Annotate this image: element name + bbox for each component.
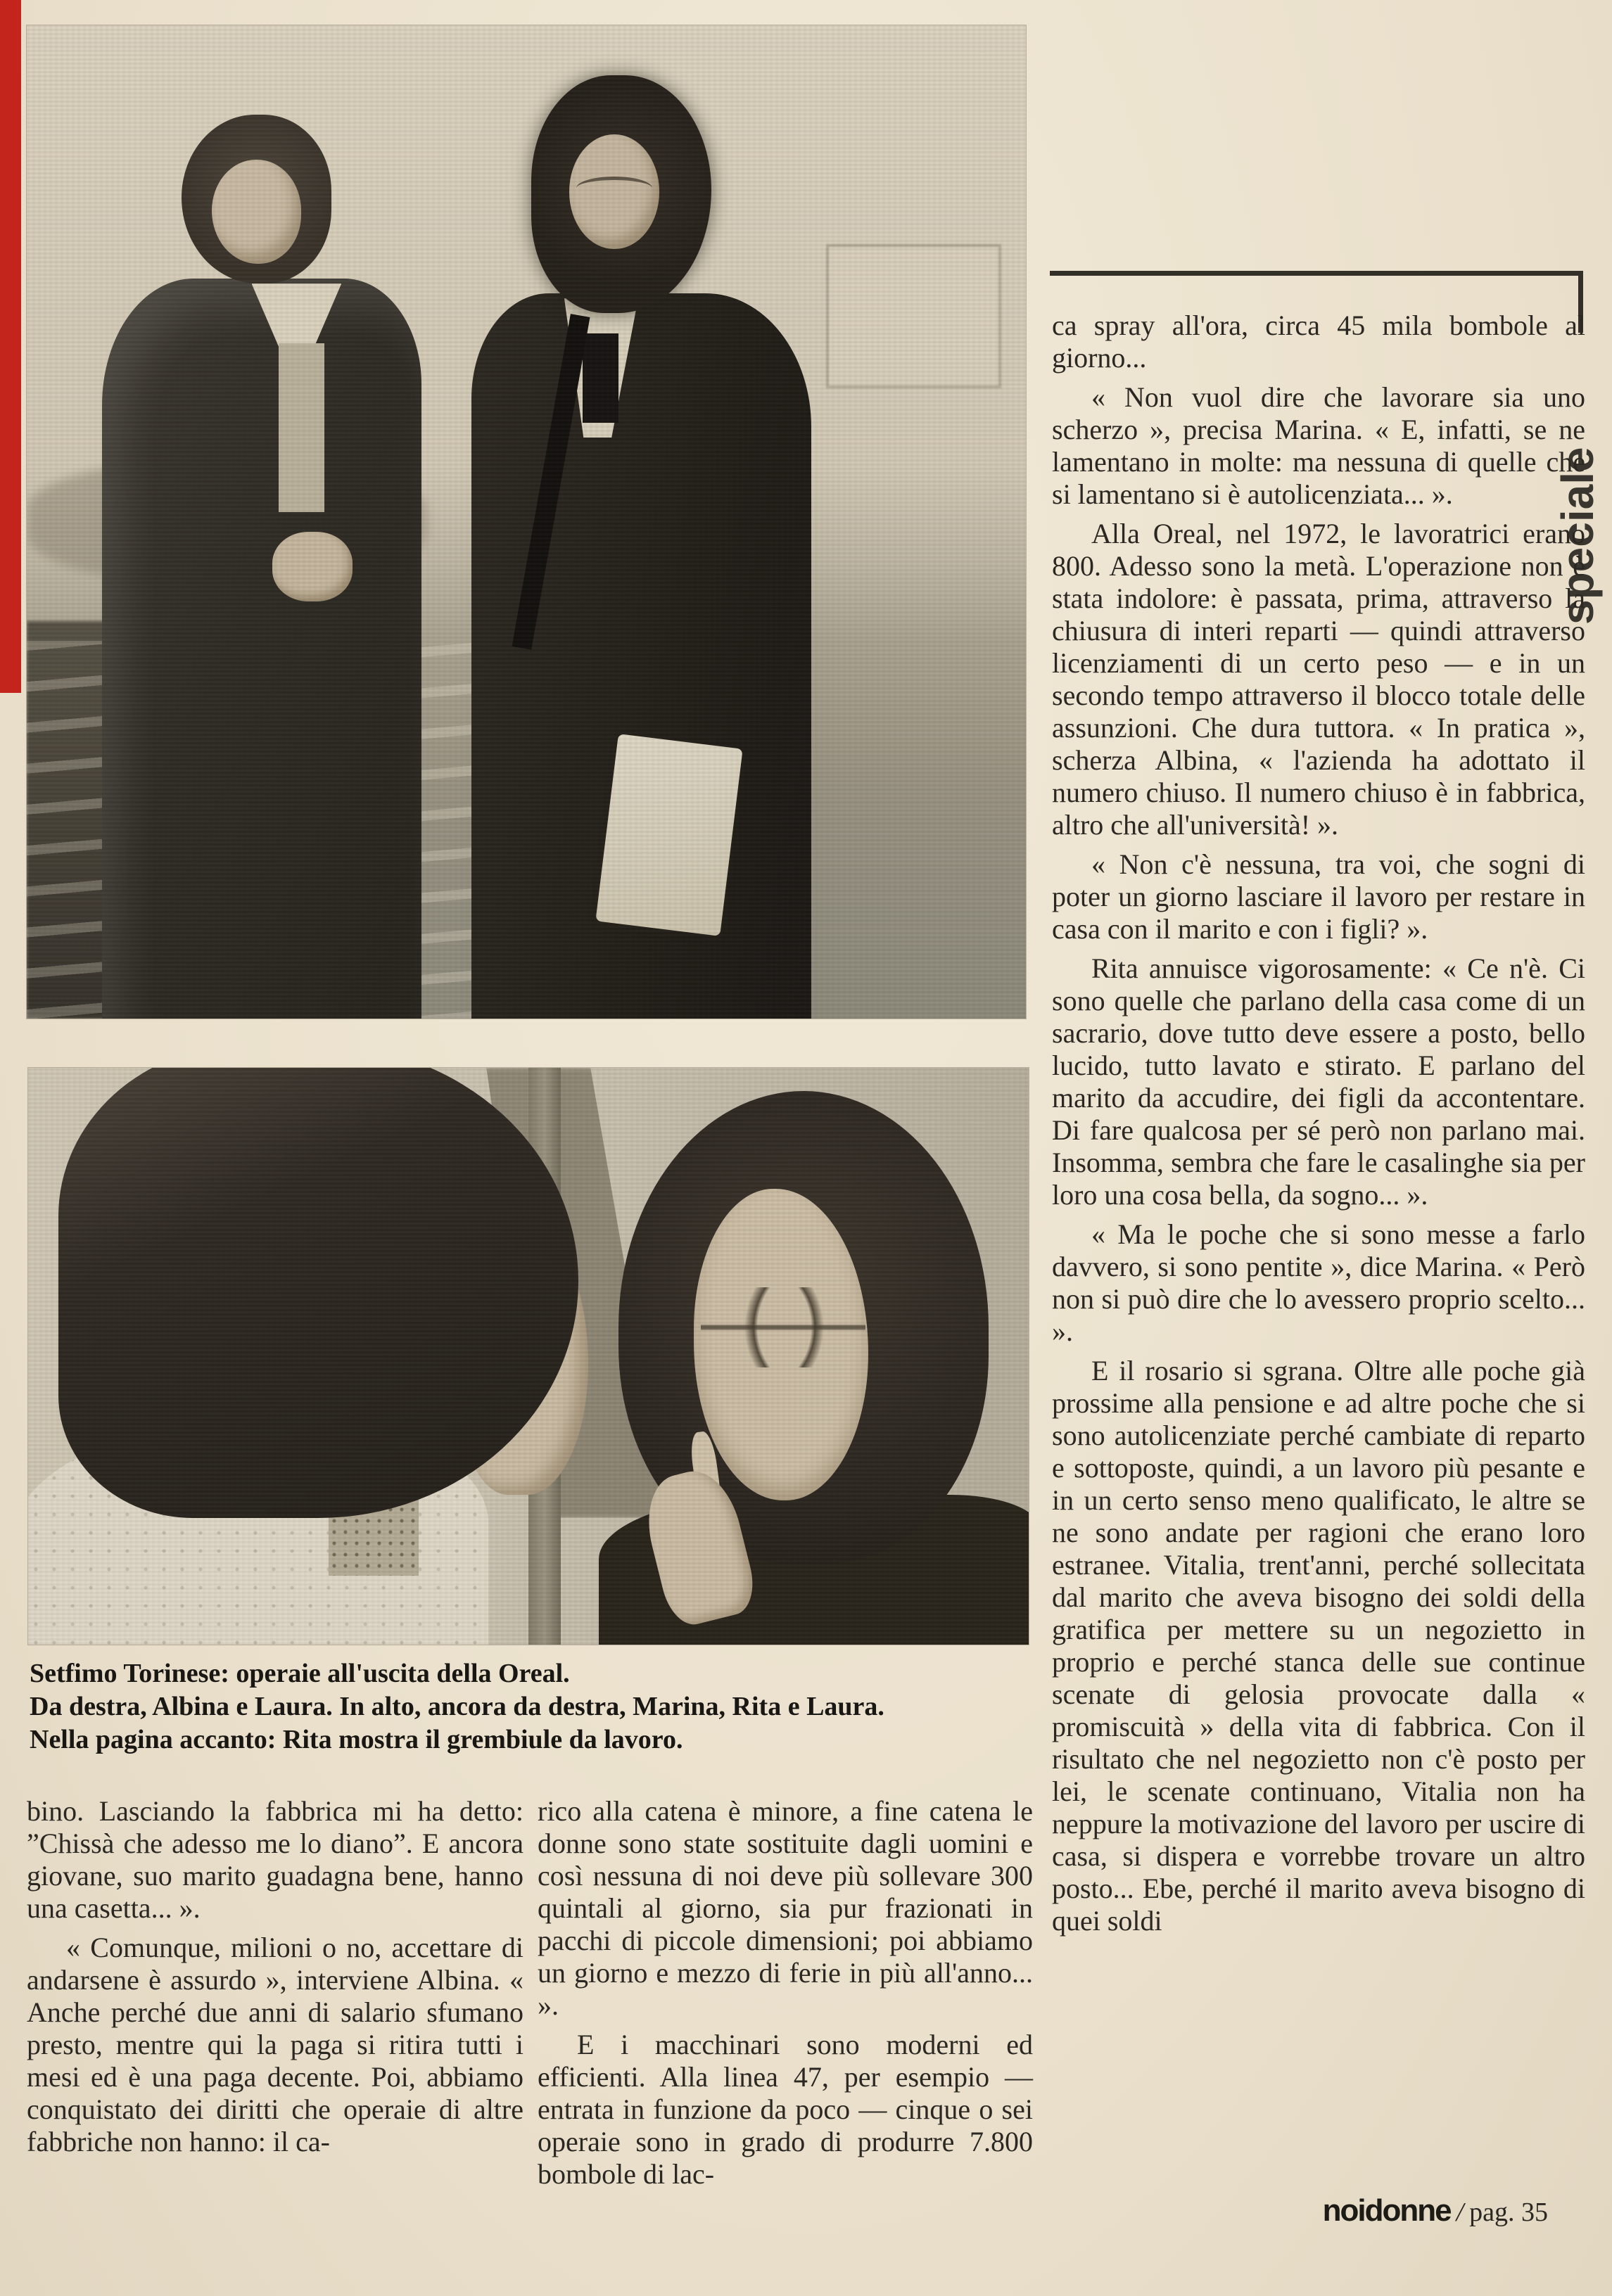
caption-line: Setfimo Torinese: operaie all'uscita della Oreal.: [30, 1659, 570, 1688]
red-margin-bar: [0, 0, 21, 693]
photo-factory-exit: [27, 25, 1026, 1019]
paragraph: « Non vuol dire che lavorare sia uno scherzo », precisa Marina. « E, infatti, se ne lamentano in molte: ma nessuna di quelle che si lamentano si è autolicenziata... ».: [1052, 381, 1585, 510]
paragraph: Alla Oreal, nel 1972, le lavoratrici erano 800. Adesso sono la metà. L'operazione non è stata indolore: è passata, prima, attraverso la chiusura di interi reparti — quindi attraverso licenziamenti di un certo peso — e in un secondo tempo attraverso il blocco totale delle assunzioni. Che dura tuttora. « In pratica », scherza Albina, « l'azienda ha adottato il numero chiuso. Il numero chiuso è in fabbrica, altro che all'università! ».: [1052, 518, 1585, 841]
paragraph: E il rosario si sgrana. Oltre alle poche già prossime alla pensione e ad altre poche che si sono autolicenziate perché cambiate di reparto e sottoposte, quindi, a un lavoro più pesante e in un certo senso meno qualificato, le altre se ne sono andate per ragioni che erano loro estranee. Vitalia, trent'anni, perché sollecitata dal marito che aveva bisogno dei soldi della gratifica per mettere su un negozietto in proprio e perché stanca delle sue continue scenate di gelosia provocate dalla « promiscuità » della vita di fabbrica. Con il risultato che nel negozietto non c'è posto per lei, le scenate continuano, Vitalia non ha neppure la motivazione del lavoro per uscire di casa, si dispera e vorrebbe trovare un altro posto... Ebe, perché il marito aveva bisogno di quei soldi: [1052, 1355, 1585, 1937]
middle-text-column: [538, 1795, 1033, 2198]
photo-caption: [30, 1657, 1051, 1756]
photo-grain-overlay: [28, 1068, 1029, 1645]
photo-closeup-conversation: [28, 1068, 1029, 1645]
left-text-column: [27, 1795, 523, 2165]
paragraph: « Non c'è nessuna, tra voi, che sogni di poter un giorno lasciare il lavoro per restare in casa con il marito e con i figli? ».: [1052, 848, 1585, 945]
paragraph: ca spray all'ora, circa 45 mila bombole al giorno...: [1052, 310, 1585, 374]
photo-grain-overlay: [27, 25, 1026, 1019]
page-footer: [1154, 2193, 1548, 2228]
paragraph: « Ma le poche che si sono messe a farlo davvero, si sono pentite », dice Marina. « Però non si può dire che lo avessero proprio scelto... ».: [1052, 1218, 1585, 1347]
paragraph: rico alla catena è minore, a fine catena le donne sono state sostituite dagli uomini e così nessuna di noi deve più sollevare 300 quintali al giorno, sia pur frazionati in pacchi di piccole dimensioni; poi abbiamo un giorno e mezzo di ferie in più all'anno... ».: [538, 1795, 1033, 2021]
paragraph: E i macchinari sono moderni ed efficienti. Alla linea 47, per esempio — entrata in funzione da poco — cinque o sei operaie sono in grado di produrre 7.800 bombole di lac-: [538, 2029, 1033, 2190]
right-text-column: [1052, 310, 1585, 1944]
footer-separator: /: [1456, 2198, 1464, 2227]
page-number: pag. 35: [1469, 2198, 1548, 2227]
section-rule: [1050, 271, 1583, 276]
section-label-text: speciale: [1552, 447, 1603, 625]
paragraph: bino. Lasciando la fabbrica mi ha detto: ”Chissà che adesso me lo diano”. E ancora giovane, suo marito guadagna bene, hanno una casetta... ».: [27, 1795, 523, 1924]
caption-line: Nella pagina accanto: Rita mostra il grembiule da lavoro.: [30, 1725, 683, 1754]
paragraph: « Comunque, milioni o no, accettare di andarsene è assurdo », interviene Albina. « Anche perché due anni di salario sfumano presto, mentre qui la paga si ritira tutti i mesi ed è una paga decente. Poi, abbiamo conquistato dei diritti che operaie di altre fabbriche non hanno: il ca-: [27, 1932, 523, 2157]
magazine-logo: noidonne: [1322, 2193, 1451, 2228]
caption-line: Da destra, Albina e Laura. In alto, ancora da destra, Marina, Rita e Laura.: [30, 1692, 884, 1721]
paragraph: Rita annuisce vigorosamente: « Ce n'è. Ci sono quelle che parlano della casa come di un sacrario, dove tutto deve essere a posto, bello lucido, tutto lavato e stirato. E parlano del marito da accudire, dei figli da accontentare. Di fare qualcosa per sé però non parlano mai. Insomma, sembra che fare le casalinghe sia per loro una cosa bella, da sogno... ».: [1052, 952, 1585, 1211]
